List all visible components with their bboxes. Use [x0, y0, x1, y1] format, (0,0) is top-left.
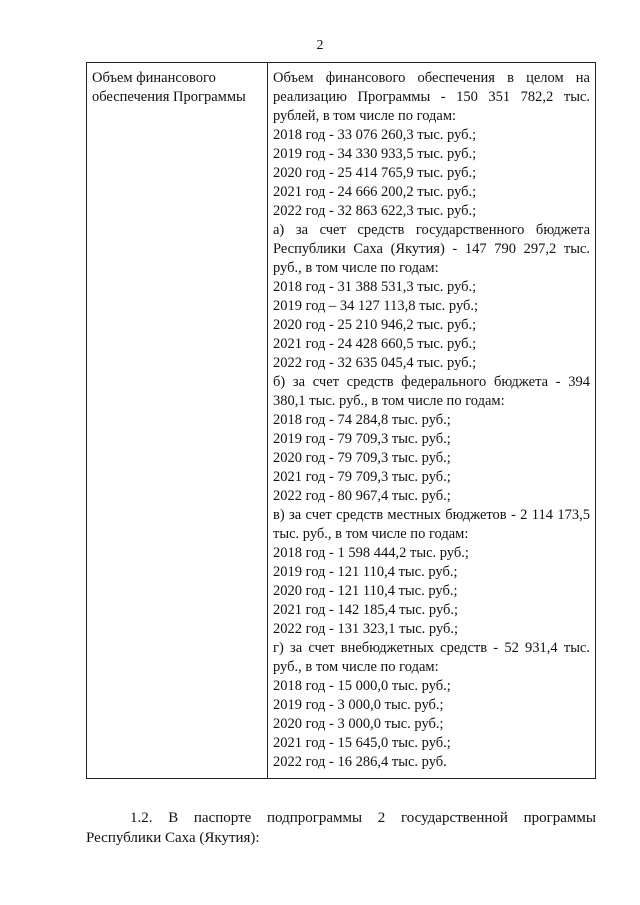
year-line: 2022 год - 80 967,4 тыс. руб.;	[273, 488, 451, 504]
financing-intro: Объем финансового обеспечения в целом на реализацию Программы - 150 351 782,2 тыс. рублей, в том числе по годам:	[273, 70, 590, 124]
year-line: 2022 год - 32 863 622,3 тыс. руб.;	[273, 203, 477, 219]
year-line: 2019 год - 34 330 933,5 тыс. руб.;	[273, 146, 477, 162]
year-line: 2018 год - 15 000,0 тыс. руб.;	[273, 678, 451, 694]
year-line: 2019 год - 79 709,3 тыс. руб.;	[273, 431, 451, 447]
year-line: 2021 год - 79 709,3 тыс. руб.;	[273, 469, 451, 485]
closing-paragraph: 1.2. В паспорте подпрограммы 2 государственной программы Республики Саха (Якутия):	[86, 810, 596, 846]
year-line: 2021 год - 24 428 660,5 тыс. руб.;	[273, 336, 477, 352]
year-line: 2020 год - 25 210 946,2 тыс. руб.;	[273, 317, 477, 333]
year-line: 2020 год - 25 414 765,9 тыс. руб.;	[273, 165, 477, 181]
year-line: 2018 год - 33 076 260,3 тыс. руб.;	[273, 127, 477, 143]
year-line: 2019 год – 34 127 113,8 тыс. руб.;	[273, 298, 479, 314]
section-heading: г) за счет внебюджетных средств - 52 931,4 тыс. руб., в том числе по годам:	[273, 640, 590, 675]
row-value	[268, 63, 596, 779]
year-line: 2020 год - 121 110,4 тыс. руб.;	[273, 583, 458, 599]
year-line: 2021 год - 15 645,0 тыс. руб.;	[273, 735, 451, 751]
year-line: 2018 год - 74 284,8 тыс. руб.;	[273, 412, 451, 428]
row-label: Объем финансового обеспечения Программы	[87, 63, 268, 779]
year-line: 2021 год - 142 185,4 тыс. руб.;	[273, 602, 459, 618]
year-line: 2022 год - 131 323,1 тыс. руб.;	[273, 621, 459, 637]
financing-table	[86, 62, 596, 779]
year-line: 2018 год - 1 598 444,2 тыс. руб.;	[273, 545, 469, 561]
year-line: 2019 год - 121 110,4 тыс. руб.;	[273, 564, 458, 580]
section-heading: б) за счет средств федерального бюджета - 394 380,1 тыс. руб., в том числе по годам:	[273, 374, 590, 409]
year-line: 2020 год - 3 000,0 тыс. руб.;	[273, 716, 444, 732]
year-line: 2019 год - 3 000,0 тыс. руб.;	[273, 697, 444, 713]
year-line: 2022 год - 32 635 045,4 тыс. руб.;	[273, 355, 477, 371]
year-line: 2021 год - 24 666 200,2 тыс. руб.;	[273, 184, 477, 200]
table-row	[87, 63, 596, 779]
page-number: 2	[316, 38, 324, 53]
section-heading: в) за счет средств местных бюджетов - 2 114 173,5 тыс. руб., в том числе по годам:	[273, 507, 590, 542]
year-line: 2018 год - 31 388 531,3 тыс. руб.;	[273, 279, 477, 295]
year-line: 2022 год - 16 286,4 тыс. руб.	[273, 754, 447, 770]
year-line: 2020 год - 79 709,3 тыс. руб.;	[273, 450, 451, 466]
section-heading: а) за счет средств государственного бюджета Республики Саха (Якутия) - 147 790 297,2 тыс. руб., в том числе по годам:	[273, 222, 590, 276]
